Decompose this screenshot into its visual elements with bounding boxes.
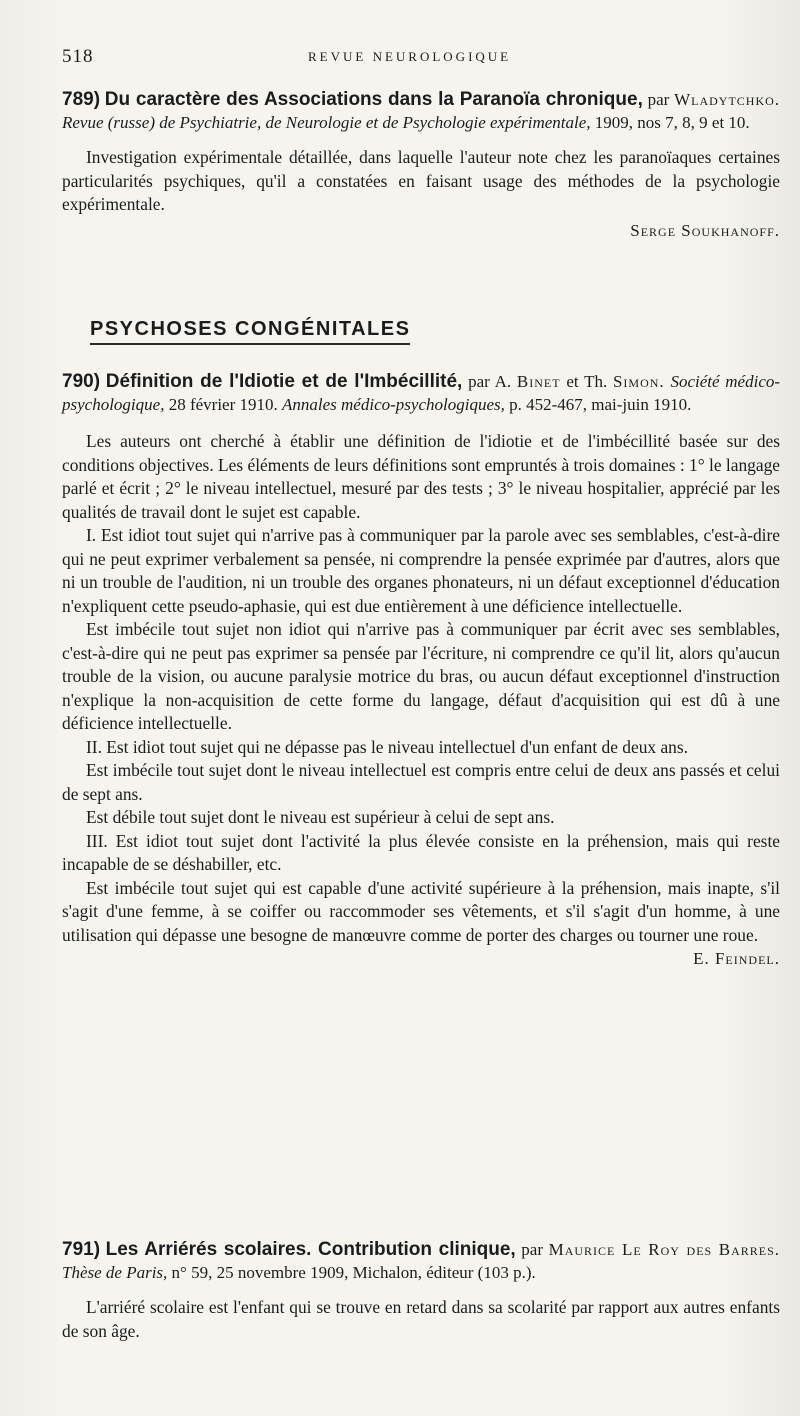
entry-789-number: 789) [62, 89, 101, 110]
entry-790-title: Définition de l'Idiotie et de l'Imbécillité, [105, 371, 463, 392]
entry-789-source: Revue (russe) de Psychiatrie, de Neurologie et de Psychologie expérimentale, [62, 113, 591, 132]
entry-791-source-details: n° 59, 25 novembre 1909, Michalon, éditeur (103 p.). [167, 1263, 536, 1282]
page-header [62, 44, 762, 68]
entry-791 [62, 1238, 780, 1343]
entry-790-source-pages: p. 452-467, mai-juin 1910. [504, 395, 692, 414]
entry-789 [62, 88, 780, 241]
entry-790 [62, 370, 780, 969]
entry-789-by: par [647, 90, 670, 109]
paragraph: III. Est idiot tout sujet dont l'activité la plus élevée consiste en la préhension, mais qui reste incapable de se déshabiller, etc. [62, 830, 780, 874]
entry-790-source-2: Annales médico-psychologiques, [282, 395, 505, 414]
entry-790-author-1: Binet [516, 372, 561, 391]
section-heading-wrap [90, 318, 410, 341]
entry-790-joiner: et Th. [566, 372, 608, 391]
entry-791-source: Thèse de Paris, [62, 1263, 168, 1282]
entry-789-title: Du caractère des Associations dans la Paranoïa chronique, [104, 89, 643, 110]
entry-791-number: 791) [62, 1239, 101, 1260]
entry-789-reference [62, 88, 780, 134]
paragraph: II. Est idiot tout sujet qui ne dépasse pas le niveau intellectuel d'un enfant de deux ans. [86, 736, 688, 757]
paragraph: I. Est idiot tout sujet qui n'arrive pas à communiquer par la parole avec ses semblables, c'est-à-dire qui ne peut exprimer verbalement sa pensée, ni comprendre la pensée exprimée par d'autres, alors que ni un trouble de l'audition, ni un trouble des organes phonateurs, ni un défaut exceptionnel d'éducation n'expliquent cette pseudo-aphasie, qui est due entièrement à une déficience intellectuelle. [62, 525, 780, 616]
entry-790-by: par A. [468, 372, 512, 391]
entry-790-number: 790) [62, 371, 101, 392]
entry-791-reference [62, 1238, 780, 1284]
entry-791-body: L'arriéré scolaire est l'enfant qui se trouve en retard dans sa scolarité par rapport aux autres enfants de son âge. [62, 1297, 780, 1341]
section-heading: PSYCHOSES CONGÉNITALES [90, 318, 410, 345]
entry-789-source-details: 1909, nos 7, 8, 9 et 10. [590, 113, 750, 132]
entry-790-source-1: Société médico-psychologique, [62, 372, 781, 414]
entry-791-author: Maurice Le Roy des Barres. [548, 1240, 781, 1259]
paragraph: Les auteurs ont cherché à établir une définition de l'idiotie et de l'imbécillité basée sur des conditions objectives. Les éléments de leurs définitions sont empruntés à trois domaines : 1° le langage parlé et écrit ; 2° le niveau intellectuel, mesuré par des tests ; 3° le niveau hospitalier, apprécié par les qualités de travail dont le sujet est capable. [62, 431, 780, 522]
entry-791-by: par [521, 1240, 544, 1259]
entry-790-body [62, 430, 780, 947]
entry-789-author: Wladytchko. [674, 90, 781, 109]
paragraph: Est imbécile tout sujet dont le niveau intellectuel est compris entre celui de deux ans passés et celui de sept ans. [62, 760, 780, 804]
page-number: 518 [62, 46, 94, 67]
entry-790-reference [62, 370, 780, 416]
entry-791-title: Les Arriérés scolaires. Contribution clinique, [105, 1239, 516, 1260]
paragraph: Est débile tout sujet dont le niveau est supérieur à celui de sept ans. [86, 807, 555, 827]
entry-790-author-2: Simon. [612, 372, 665, 391]
paragraph: Est imbécile tout sujet qui est capable d'une activité supérieure à la préhension, mais inapte, s'il s'agit d'une femme, à se coiffer ou raccommoder ses vêtements, et s'il s'agit d'un homme, à une utilisation qui dépasse une besogne de manœuvre comme de porter des charges ou tourner une roue. [62, 877, 780, 945]
entry-789-body: Investigation expérimentale détaillée, dans laquelle l'auteur note chez les paranoïaques certaines particularités psychiques, qu'il a constatées en faisant usage des méthodes de la psychologie expérimentale. [62, 147, 780, 214]
paragraph: Est imbécile tout sujet non idiot qui n'arrive pas à communiquer par écrit avec ses semblables, c'est-à-dire qui ne peut pas exprimer sa pensée par l'écriture, ni comprendre ce qu'il lit, alors qu'aucun trouble de la vision, ou aucune paralysie motrice du bras, ou aucun défaut exceptionnel d'instruction n'explique la non-acquisition de cette forme du langage, défaut d'acquisition qui est dû à une déficience intellectuelle. [62, 619, 780, 733]
entry-789-signature: Serge Soukhanoff. [630, 220, 780, 240]
entry-790-signature: E. Feindel. [693, 949, 780, 968]
entry-790-source-date: 28 février 1910. [164, 395, 283, 414]
running-head: REVUE NEUROLOGIQUE [308, 49, 512, 64]
